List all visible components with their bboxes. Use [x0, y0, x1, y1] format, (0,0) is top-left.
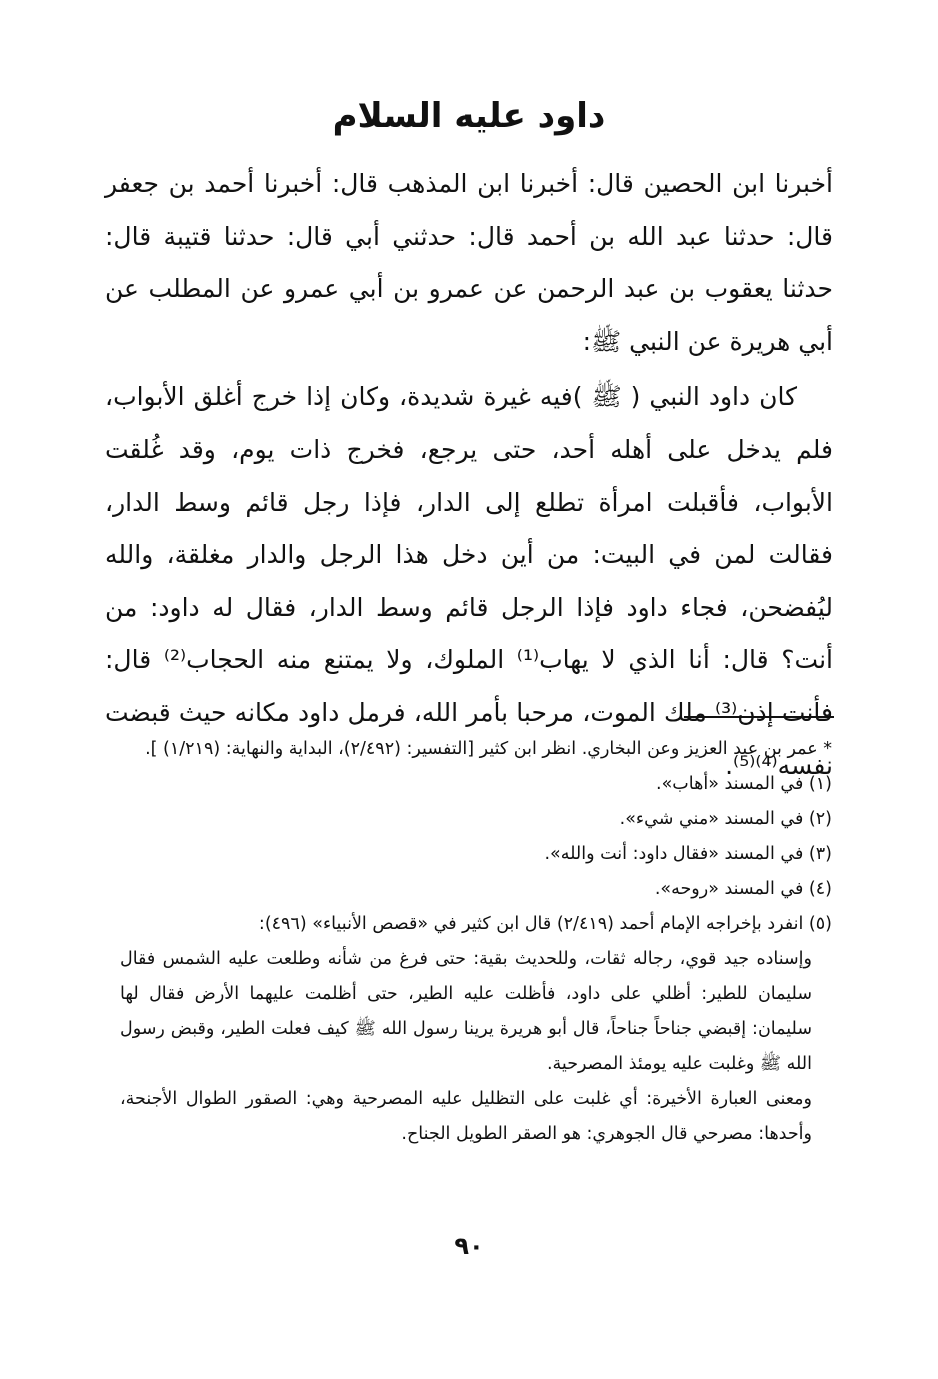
footnote-5-continuation-1: وإسناده جيد قوي، رجاله ثقات، وللحديث بقية: حتى فرغ من شأنه وطلعت عليه الشمس فقال سليمان للطير: أظلي على داود، فأظلت عليه الطير، حتى أظلمت عليهما الأرض فقال لها سليمان: إقبضي جناحاً جناحاً، قال أبو هريرة يرينا رسول الله ﷺ كيف فعلت الطير، وقبض رسول الله ﷺ وغلبت عليه يومئذ المصرحية.: [120, 949, 812, 1074]
footnote-5: (٥) انفرد بإخراجه الإمام أحمد (٢/٤١٩) قال ابن كثير في «قصص الأنبياء» (٤٩٦):: [258, 914, 832, 934]
footnotes: [120, 732, 832, 1152]
footnote-divider: [684, 716, 834, 718]
main-text: [105, 158, 833, 792]
footnote-star: * عمر بن عبد العزيز وعن البخاري. انظر ابن كثير [التفسير: (٢/٤٩٢)، البداية والنهاية: (١/٢١٩) ].: [145, 739, 832, 759]
footnote-1: (١) في المسند «أهاب».: [656, 774, 832, 794]
footnote-5-continuation-2: ومعنى العبارة الأخيرة: أي غلبت على التظليل عليه المصرحية وهي: الصقور الطوال الأجنحة، وأحدها: مصرحي قال الجوهري: هو الصقر الطويل الجناح.: [120, 1089, 812, 1144]
page-title: داود عليه السلام: [332, 96, 606, 136]
footnote-3: (٣) في المسند «فقال داود: أنت والله».: [544, 844, 832, 864]
isnad-paragraph: أخبرنا ابن الحصين قال: أخبرنا ابن المذهب قال: أخبرنا أحمد بن جعفر قال: حدثنا عبد الله بن أحمد قال: حدثني أبي قال: حدثنا قتيبة قال: حدثنا يعقوب بن عبد الرحمن عن عمرو بن أبي عمرو عن المطلب عن أبي هريرة عن النبي ﷺ:: [105, 169, 833, 356]
page-number: ٩٠: [454, 1232, 484, 1260]
footnote-4: (٤) في المسند «روحه».: [654, 879, 832, 899]
footnote-2: (٢) في المسند «مني شيء».: [619, 809, 832, 829]
hadith-paragraph: كان داود النبي ( ﷺ )فيه غيرة شديدة، وكان إذا خرج أغلق الأبواب، فلم يدخل على أهله أحد، حتى يرجع، فخرج ذات يوم، وقد غُلقت الأبواب، فأقبلت امرأة تطلع إلى الدار، فإذا رجل قائم وسط الدار، فقالت لمن في البيت: من أين دخل هذا الرجل والدار مغلقة، والله ليُفضحن، فجاء داود فإذا الرجل قائم وسط الدار، فقال له داود: من أنت؟ قال: أنا الذي لا يهاب⁽¹⁾ الملوك، ولا يمتنع منه الحجاب⁽²⁾ قال: فأنت إذن⁽³⁾ ملك الموت، مرحبا بأمر الله، فرمل داود مكانه حيث قبضت نفسه⁽⁴⁾⁽⁵⁾.: [105, 382, 833, 780]
